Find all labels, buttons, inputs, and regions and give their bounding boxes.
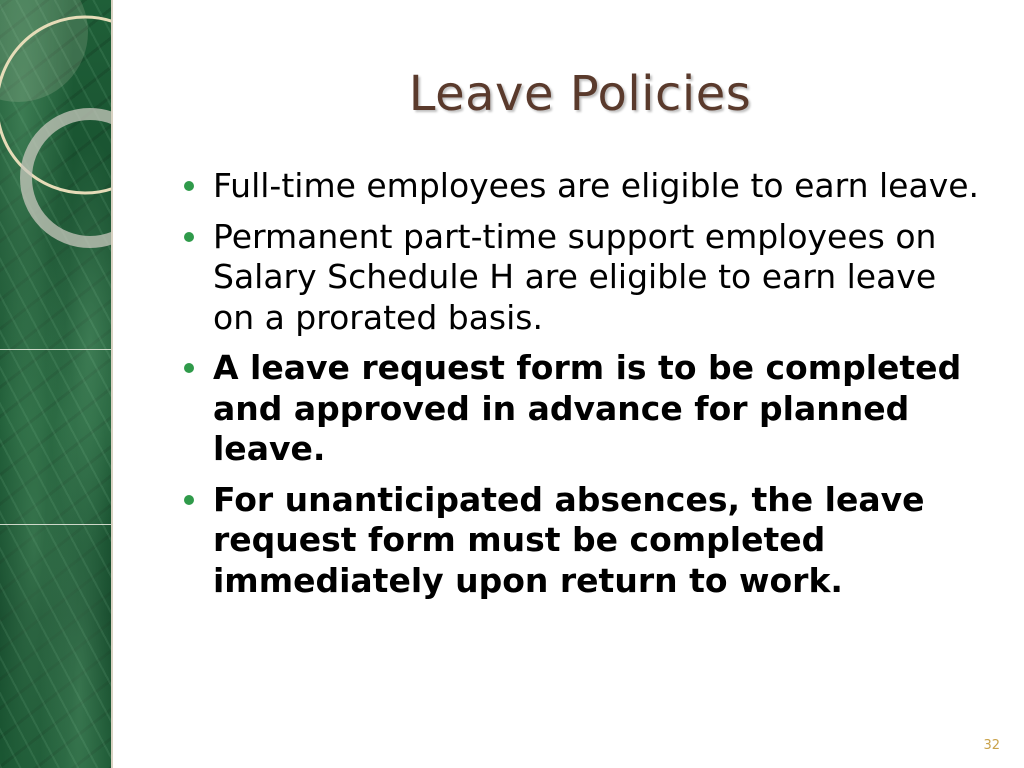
slide-title: Leave Policies bbox=[408, 66, 752, 122]
bullet-dot-icon bbox=[184, 181, 194, 191]
bullet-list bbox=[184, 166, 984, 611]
bullet-item bbox=[184, 217, 984, 339]
bullet-dot-icon bbox=[184, 495, 194, 505]
strip-divider bbox=[0, 349, 113, 350]
marble-sidebar-decoration bbox=[0, 0, 113, 768]
bullet-text: Full-time employees are eligible to earn leave. bbox=[213, 166, 980, 205]
bullet-text: Permanent part-time support employees on Salary Schedule H are eligible to earn leave on a prorated basis. bbox=[213, 216, 937, 337]
bullet-text: A leave request form is to be completed and approved in advance for planned leave. bbox=[213, 348, 962, 468]
bullet-dot-icon bbox=[184, 363, 194, 373]
bullet-dot-icon bbox=[184, 232, 194, 242]
bullet-text: For unanticipated absences, the leave request form must be completed immediately upon return to work. bbox=[213, 479, 925, 600]
decorative-rings bbox=[0, 0, 113, 768]
strip-edge bbox=[111, 0, 113, 768]
page-number: 32 bbox=[983, 738, 1000, 753]
bullet-item bbox=[184, 166, 984, 207]
strip-divider bbox=[0, 524, 113, 525]
bullet-item bbox=[184, 480, 984, 602]
bullet-item bbox=[184, 348, 984, 470]
